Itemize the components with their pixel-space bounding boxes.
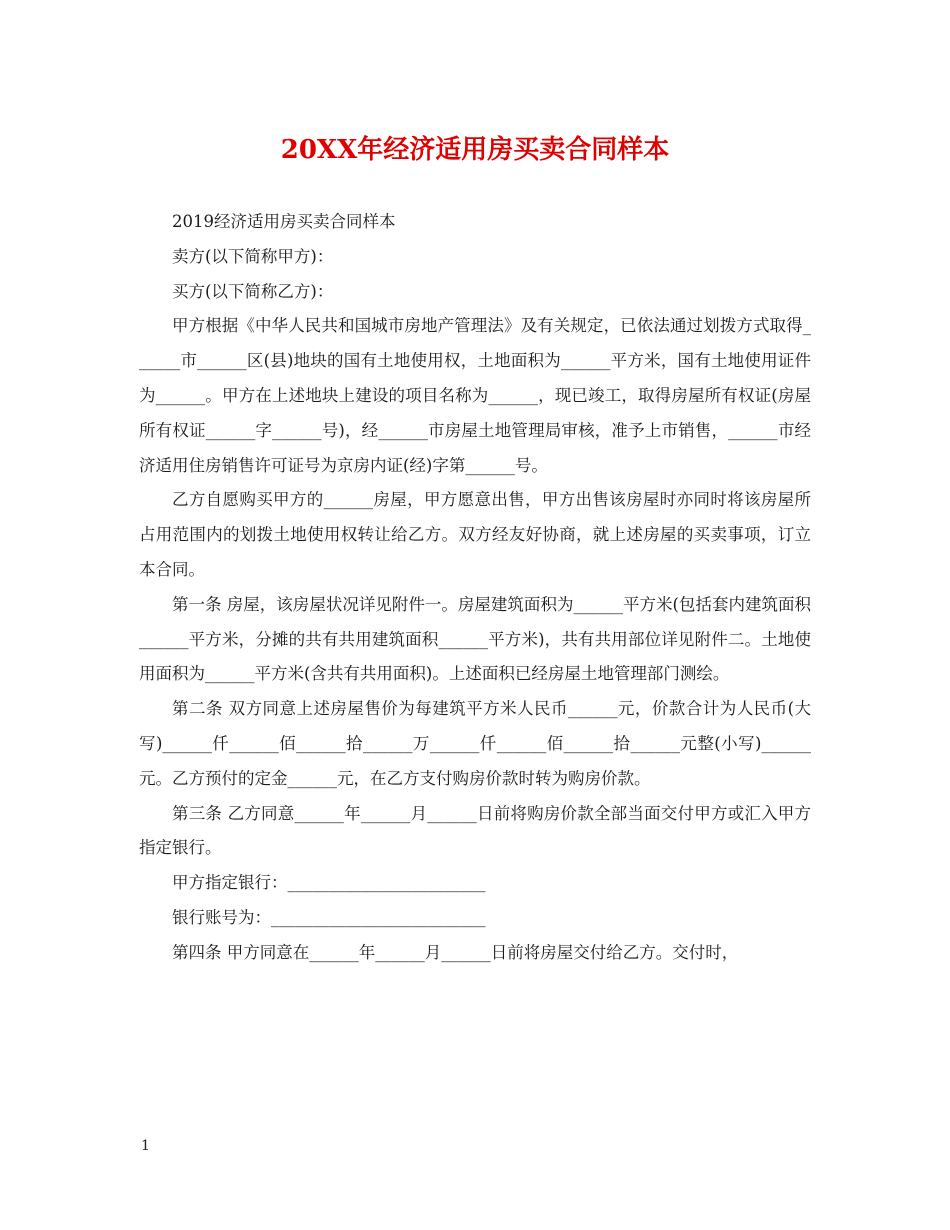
paragraph-seller: 卖方(以下简称甲方)： — [172, 246, 334, 266]
paragraph-buyer: 买方(以下简称乙方)： — [172, 281, 334, 301]
paragraph-article-4: 第四条 甲方同意在______年______月______日前将房屋交付给乙方。交付时， — [172, 942, 739, 962]
paragraph-article-2: 第二条 双方同意上述房屋售价为每建筑平方米人民币______元，价款合计为人民币(大写)______仟______佰______拾______万______仟______佰______拾______元整(小写)______元。乙方预付的定金______元，在乙方支付购房价款时转为购房价款。 — [139, 699, 811, 788]
paragraph-article-1: 第一条 房屋，该房屋状况详见附件一。房屋建筑面积为______平方米(包括套内建筑面积______平方米，分摊的共有共用建筑面积______平方米)，共有共用部位详见附件二。土地使用面积为______平方米(含共有共用面积)。上述面积已经房屋土地管理部门测绘。 — [139, 594, 811, 684]
paragraph-preamble: 甲方根据《中华人民共和国城市房地产管理法》及有关规定，已依法通过划拨方式取得______市______区(县)地块的国有土地使用权，土地面积为______平方米，国有土地使用证件为______。甲方在上述地块上建设的项目名称为______，现已竣工，取得房屋所有权证(房屋所有权证______字______号)，经______市房屋土地管理局审核，准予上市销售，______市经济适用住房销售许可证号为京房内证(经)字第______号。 — [139, 316, 811, 475]
document-body — [139, 205, 811, 971]
paragraph-account: 银行账号为：__________________________ — [172, 907, 486, 927]
paragraph-bank: 甲方指定银行：________________________ — [172, 873, 486, 893]
paragraph-article-3: 第三条 乙方同意______年______月______日前将购房价款全部当面交付甲方或汇入甲方指定银行。 — [139, 803, 811, 858]
page-number: 1 — [141, 1138, 150, 1154]
document-title: 20XX年经济适用房买卖合同样本 — [280, 135, 670, 165]
paragraph-purchase-intent: 乙方自愿购买甲方的______房屋，甲方愿意出售，甲方出售该房屋时亦同时将该房屋所占用范围内的划拨土地使用权转让给乙方。双方经友好协商，就上述房屋的买卖事项，订立本合同。 — [139, 490, 811, 579]
paragraph-subtitle: 2019经济适用房买卖合同样本 — [172, 212, 396, 231]
